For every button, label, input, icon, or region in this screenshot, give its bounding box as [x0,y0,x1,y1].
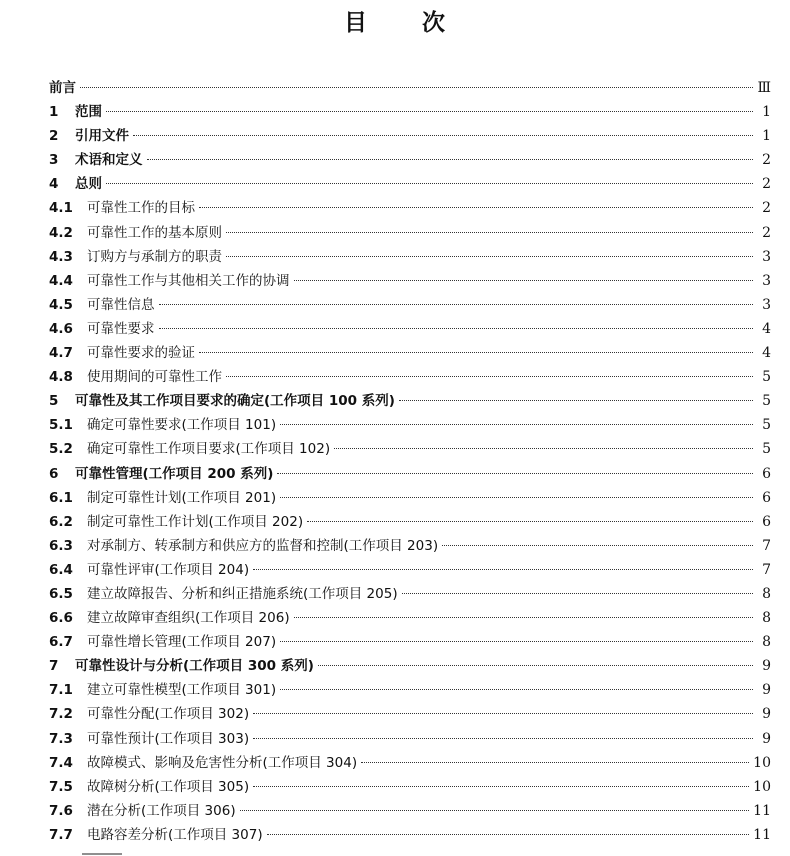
toc-entry-title: 制定可靠性计划(工作项目 201) [87,489,277,506]
toc-entry-page-number: 2 [762,200,771,217]
toc-entry-page-number: 3 [762,248,771,265]
toc-entry-title: 故障树分析(工作项目 305) [87,778,250,795]
dot-leader [318,665,753,666]
toc-entry-page-number: 2 [762,152,771,169]
toc-entry[interactable] [49,196,771,220]
toc-entry-title: 使用期间的可靠性工作 [87,369,222,386]
dot-leader [253,786,749,787]
page-title [0,4,790,37]
toc-entry[interactable] [49,172,771,196]
toc-entry[interactable] [49,582,771,606]
toc-entry-title: 建立可靠性模型(工作项目 301) [87,682,277,699]
toc-entry-page-number: 8 [762,610,771,627]
dot-leader [199,207,753,208]
toc-entry[interactable] [49,100,771,124]
toc-entry-page-number: 3 [762,296,771,313]
toc-entry[interactable] [49,124,771,148]
dot-leader [80,87,753,88]
toc-entry-number: 4.5 [49,296,73,313]
toc-entry-title: 可靠性增长管理(工作项目 207) [87,634,277,651]
toc-entry[interactable] [49,341,771,365]
toc-entry-title: 潜在分析(工作项目 306) [87,802,236,819]
toc-entry-title: 可靠性工作的目标 [87,200,195,217]
toc-entry-number: 4.7 [49,345,73,362]
toc-entry-number: 1 [49,104,59,121]
title-char-mu: 目 [344,10,368,36]
toc-entry-title: 可靠性分配(工作项目 302) [87,706,250,723]
toc-entry-page-number: 9 [762,682,771,699]
toc-entry-title: 确定可靠性要求(工作项目 101) [87,417,277,434]
dot-leader [280,689,753,690]
toc-entry-title: 可靠性工作与其他相关工作的协调 [87,272,290,289]
toc-entry-page-number: 6 [762,489,771,506]
toc-entry-title: 对承制方、转承制方和供应方的监督和控制(工作项目 203) [87,537,439,554]
dot-leader [253,738,753,739]
toc-entry-title: 引用文件 [75,128,129,145]
dot-leader [147,159,754,160]
toc-entry[interactable] [49,293,771,317]
dot-leader [253,713,753,714]
toc-entry-page-number: 5 [762,393,771,410]
dot-leader [307,521,753,522]
toc-entry[interactable] [49,389,771,413]
dot-leader [402,593,753,594]
toc-entry-title: 确定可靠性工作项目要求(工作项目 102) [87,441,331,458]
toc-entry-number: 4.6 [49,320,73,337]
toc-entry-number: 5 [49,393,59,410]
toc-entry[interactable] [49,462,771,486]
table-of-contents [49,76,771,847]
toc-entry-number: 4.4 [49,272,73,289]
toc-entry-number: 6.2 [49,513,73,530]
toc-entry-number: 5.2 [49,441,73,458]
toc-entry[interactable] [49,148,771,172]
toc-entry-number: 4 [49,176,59,193]
toc-entry[interactable] [49,221,771,245]
toc-entry-page-number: 3 [762,272,771,289]
toc-entry[interactable] [49,413,771,437]
toc-entry-page-number: 8 [762,634,771,651]
toc-entry-page-number: 1 [762,104,771,121]
toc-entry-page-number: 7 [762,537,771,554]
toc-entry-number: 3 [49,152,59,169]
toc-entry[interactable] [49,534,771,558]
dot-leader [294,280,754,281]
dot-leader [334,448,753,449]
toc-entry-page-number: 11 [753,826,771,843]
toc-entry-page-number: 9 [762,658,771,675]
toc-entry-page-number: 8 [762,585,771,602]
dot-leader [442,545,753,546]
toc-entry-number: 6 [49,465,59,482]
toc-entry[interactable] [49,510,771,534]
toc-entry-number: 6.7 [49,634,73,651]
toc-entry-number: 2 [49,128,59,145]
dot-leader [267,834,750,835]
toc-entry-number: 7.7 [49,826,73,843]
toc-entry[interactable] [49,245,771,269]
dot-leader [226,232,753,233]
toc-entry-number: 4.3 [49,248,73,265]
dot-leader [106,183,753,184]
dot-leader [294,617,753,618]
toc-entry-number: 4.2 [49,224,73,241]
toc-entry[interactable] [49,606,771,630]
toc-entry-title: 术语和定义 [75,152,143,169]
dot-leader [226,256,753,257]
toc-entry[interactable] [49,486,771,510]
toc-entry-title: 可靠性预计(工作项目 303) [87,730,250,747]
toc-entry-title: 可靠性设计与分析(工作项目 300 系列) [75,658,314,675]
toc-entry-page-number: 9 [762,706,771,723]
toc-entry[interactable] [49,317,771,341]
toc-entry-title: 可靠性工作的基本原则 [87,224,222,241]
toc-entry-number: 6.6 [49,610,73,627]
toc-entry-number: 6.3 [49,537,73,554]
toc-entry[interactable] [49,678,771,702]
dot-leader [159,328,754,329]
toc-entry[interactable] [49,751,771,775]
toc-entry[interactable] [49,269,771,293]
toc-entry[interactable] [49,437,771,461]
toc-entry[interactable] [49,365,771,389]
toc-entry-page-number: 5 [762,369,771,386]
title-char-ci: 次 [422,10,446,36]
toc-entry-page-number: 5 [762,441,771,458]
dot-leader [277,473,753,474]
dot-leader [361,762,749,763]
toc-entry-number: 4.8 [49,369,73,386]
toc-entry[interactable] [49,823,771,847]
toc-entry-number: 7.2 [49,706,73,723]
toc-entry[interactable] [49,76,771,100]
toc-entry-page-number: 2 [762,176,771,193]
dot-leader [226,376,753,377]
toc-entry-number: 5.1 [49,417,73,434]
dot-leader [159,304,754,305]
cut-off-next-entry [82,849,142,856]
toc-entry-page-number: 4 [762,345,771,362]
dot-leader [280,424,753,425]
dot-leader [199,352,753,353]
dot-leader [280,497,753,498]
toc-entry[interactable] [49,630,771,654]
toc-entry-page-number: 5 [762,417,771,434]
toc-entry-page-number: 9 [762,730,771,747]
toc-entry-number: 4.1 [49,200,73,217]
toc-entry-number: 6.1 [49,489,73,506]
toc-entry-page-number: 11 [753,802,771,819]
toc-entry-page-number: Ⅲ [757,80,771,96]
toc-entry-title: 可靠性评审(工作项目 204) [87,561,250,578]
toc-entry-title: 可靠性要求的验证 [87,345,195,362]
toc-entry-page-number: 10 [753,754,771,771]
toc-entry-title: 可靠性信息 [87,296,155,313]
toc-entry[interactable] [49,558,771,582]
toc-entry-title: 前言 [49,80,76,96]
toc-entry-number: 7.4 [49,754,73,771]
toc-entry[interactable] [49,775,771,799]
toc-entry-page-number: 1 [762,128,771,145]
dot-leader [106,111,753,112]
dot-leader [133,135,753,136]
toc-entry-number: 7.5 [49,778,73,795]
toc-entry-number: 7.6 [49,802,73,819]
toc-entry-page-number: 6 [762,465,771,482]
toc-entry-page-number: 6 [762,513,771,530]
toc-entry-title: 建立故障报告、分析和纠正措施系统(工作项目 205) [87,585,398,602]
dot-leader [253,569,753,570]
toc-entry-number: 7.3 [49,730,73,747]
toc-entry-title: 故障模式、影响及危害性分析(工作项目 304) [87,754,358,771]
toc-entry-title: 订购方与承制方的职责 [87,248,222,265]
toc-entry-number: 6.5 [49,585,73,602]
toc-entry[interactable] [49,654,771,678]
toc-entry-title: 可靠性要求 [87,320,155,337]
toc-entry-page-number: 4 [762,320,771,337]
toc-entry[interactable] [49,727,771,751]
toc-entry-number: 7 [49,658,59,675]
dot-leader [240,810,750,811]
toc-entry-page-number: 7 [762,561,771,578]
toc-entry-title: 可靠性及其工作项目要求的确定(工作项目 100 系列) [75,393,395,410]
dot-leader [399,400,753,401]
toc-entry-title: 可靠性管理(工作项目 200 系列) [75,465,274,482]
toc-entry-title: 制定可靠性工作计划(工作项目 202) [87,513,304,530]
toc-entry-title: 范围 [75,104,102,121]
dot-leader [280,641,753,642]
toc-entry[interactable] [49,799,771,823]
toc-entry-title: 电路容差分析(工作项目 307) [87,826,263,843]
toc-entry-page-number: 10 [753,778,771,795]
toc-entry-title: 总则 [75,176,102,193]
toc-entry-number: 6.4 [49,561,73,578]
toc-entry[interactable] [49,702,771,726]
toc-entry-number: 7.1 [49,682,73,699]
toc-entry-title: 建立故障审查组织(工作项目 206) [87,610,290,627]
toc-entry-page-number: 2 [762,224,771,241]
